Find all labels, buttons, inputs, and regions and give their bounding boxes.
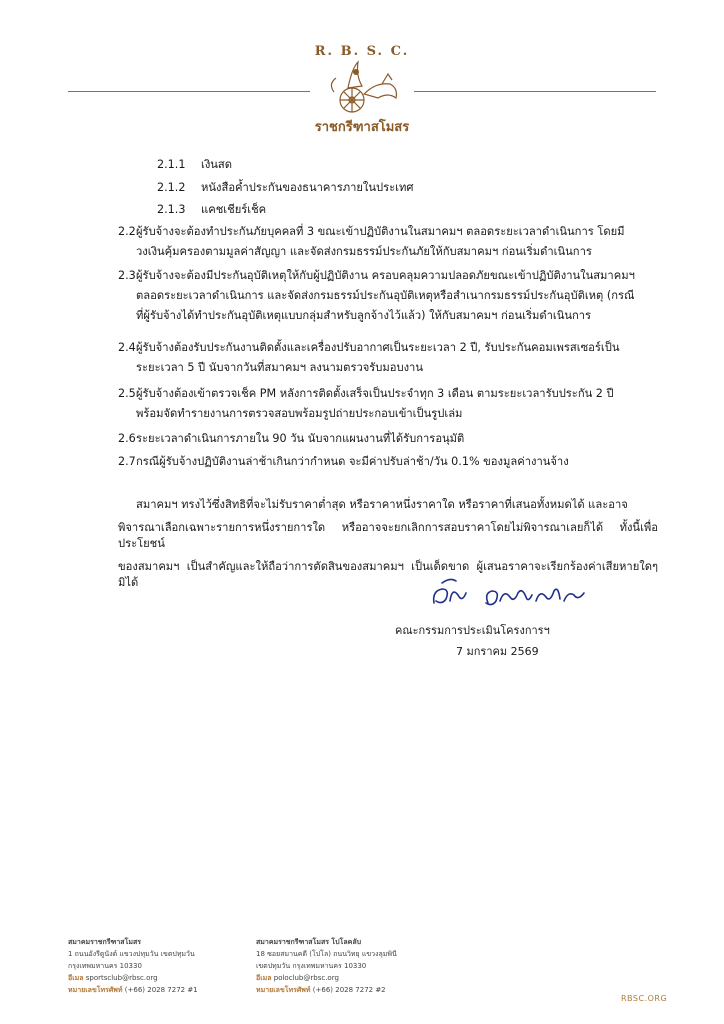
- footer-org-name: สมาคมราชกรีฑาสโมสร: [68, 938, 141, 946]
- sub-item-text: หนังสือค้ำประกันของธนาคารภายในประเทศ: [201, 181, 414, 194]
- clause-line: ผู้รับจ้างต้องเข้าตรวจเช็ค PM หลังการติดตั้งเสร็จเป็นประจำทุก 3 เดือน ตามระยะเวลารับประกัน 2 ปี: [136, 387, 614, 400]
- clause-line: ที่ผู้รับจ้างได้ทำประกันอุบัติเหตุแบบกลุ่มสำหรับลูกจ้างไว้แล้ว) ให้กับสมาคมฯ ก่อนเริ่มดำเนินการ: [136, 309, 592, 322]
- chariot-emblem-icon: [312, 58, 412, 118]
- sub-item-text: เงินสด: [201, 158, 233, 171]
- sub-item: [157, 180, 413, 196]
- logo-thai-name: ราชกรีฑาสโมสร: [314, 120, 410, 135]
- footer-address-sports-club: [68, 936, 198, 996]
- clause-number: 2.5: [118, 387, 136, 400]
- handwritten-signature: [428, 573, 608, 613]
- document-date: 7 มกราคม 2569: [456, 645, 539, 658]
- clause-number: 2.6: [118, 432, 136, 445]
- clause-line: ระยะเวลาดำเนินการภายใน 90 วัน นับจากแผนงานที่ได้รับการอนุมัติ: [136, 432, 465, 445]
- clause-line: ผู้รับจ้างจะต้องทำประกันภัยบุคคลที่ 3 ขณะเข้าปฏิบัติงานในสมาคมฯ ตลอดระยะเวลาดำเนินการ โดยมี: [136, 225, 625, 238]
- clause-line: พร้อมจัดทำรายงานการตรวจสอบพร้อมรูปถ่ายประกอบเข้าเป็นรูปเล่ม: [136, 407, 463, 420]
- footer-phone: (+66) 2028 7272 #2: [312, 986, 386, 994]
- footer-phone-label: หมายเลขโทรศัพท์: [68, 986, 123, 994]
- clause-line: กรณีผู้รับจ้างปฏิบัติงานล่าช้าเกินกว่ากำหนด จะมีค่าปรับล่าช้า/วัน 0.1% ของมูลค่างานจ้าง: [136, 455, 569, 468]
- clause-number: 2.7: [118, 455, 136, 468]
- header-rule-right: [414, 91, 656, 92]
- clause-line: ตลอดระยะเวลาดำเนินการ และจัดส่งกรมธรรม์ประกันอุบัติเหตุหรือสำเนากรมธรรม์ประกันอุบัติเหตุ (กรณี: [136, 289, 635, 302]
- footer-address-polo-club: [256, 936, 397, 996]
- footer-email-label: อีเมล: [68, 974, 84, 982]
- sub-item-number: 2.1.1: [157, 158, 186, 171]
- footer-email-link[interactable]: sportsclub@rbsc.org: [85, 974, 158, 982]
- footer-address-line: 18 ซอยสมานคดี (โปโล) ถนนวิทยุ แขวงลุมพินี: [256, 950, 397, 958]
- closing-line: ของสมาคมฯ เป็นสำคัญและให้ถือว่าการตัดสินของสมาคมฯ เป็นเด็ดขาด ผู้เสนอราคาจะเรียกร้องค่าเสียหายใดๆ มิได้: [118, 560, 658, 589]
- footer-phone: (+66) 2028 7272 #1: [124, 986, 198, 994]
- sub-item-text: แคชเชียร์เช็ค: [201, 203, 267, 216]
- sub-item: [157, 202, 266, 218]
- clause-number: 2.2: [118, 225, 136, 238]
- closing-line: สมาคมฯ ทรงไว้ซึ่งสิทธิที่จะไม่รับราคาต่ำสุด หรือราคาหนึ่งราคาใด หรือราคาที่เสนอทั้งหมดได้ และอาจ: [136, 498, 628, 511]
- committee-name: คณะกรรมการประเมินโครงการฯ: [395, 624, 550, 637]
- sub-item: [157, 157, 232, 173]
- clause-number: 2.3: [118, 269, 136, 282]
- rbsc-logo: [312, 44, 412, 134]
- footer-address-line: เขตปทุมวัน กรุงเทพมหานคร 10330: [256, 962, 367, 970]
- logo-letters: R. B. S. C.: [314, 44, 410, 59]
- sub-item-number: 2.1.2: [157, 181, 186, 194]
- footer-email-link[interactable]: poloclub@rbsc.org: [273, 974, 339, 982]
- footer-org-name: สมาคมราชกรีฑาสโมสร โปโลคลับ: [256, 938, 362, 946]
- closing-line: พิจารณาเลือกเฉพาะรายการหนึ่งรายการใด หรืออาจจะยกเลิกการสอบราคาโดยไม่พิจารณาเลยก็ได้ ทั้งนี้เพื่อประโยชน์: [118, 521, 658, 550]
- footer-email-label: อีเมล: [256, 974, 272, 982]
- clause-number: 2.4: [118, 341, 136, 354]
- footer-website-link[interactable]: RBSC.ORG: [621, 994, 668, 1003]
- clause-line: ระยะเวลา 5 ปี นับจากวันที่สมาคมฯ ลงนามตรวจรับมอบงาน: [136, 361, 423, 374]
- footer-address-line: 1 ถนนอังรีดูนังต์ แขวงปทุมวัน เขตปทุมวัน: [68, 950, 195, 958]
- header-rule-left: [68, 91, 310, 92]
- sub-item-number: 2.1.3: [157, 203, 186, 216]
- clause-line: ผู้รับจ้างต้องรับประกันงานติดตั้งและเครื่องปรับอากาศเป็นระยะเวลา 2 ปี, รับประกันคอมเพรสเซอร์เป็น: [136, 341, 620, 354]
- clause-line: วงเงินคุ้มครองตามมูลค่าสัญญา และจัดส่งกรมธรรม์ประกันภัยให้กับสมาคมฯ ก่อนเริ่มดำเนินการ: [136, 245, 592, 258]
- clause-line: ผู้รับจ้างจะต้องมีประกันอุบัติเหตุให้กับผู้ปฏิบัติงาน ครอบคลุมความปลอดภัยขณะเข้าปฏิบัติงานในสมาคมฯ: [136, 269, 635, 282]
- footer-phone-label: หมายเลขโทรศัพท์: [256, 986, 311, 994]
- footer-address-line: กรุงเทพมหานคร 10330: [68, 962, 142, 970]
